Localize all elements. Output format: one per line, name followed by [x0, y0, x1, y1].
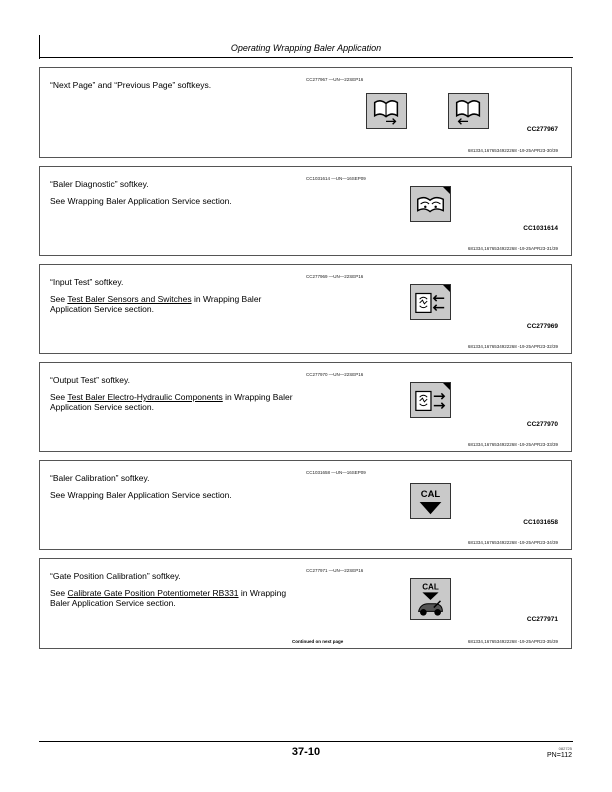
page-pn: PN=112	[547, 752, 572, 759]
text-prefix: See	[50, 294, 68, 304]
text-suffix: in Wrapping Baler Application Service section.	[50, 392, 293, 412]
ref-code: CC277970	[526, 421, 558, 428]
footer-ref: 681334,1676534922268 -19-25APR23-31/39	[467, 246, 558, 251]
section-description: See Wrapping Baler Application Service section.	[50, 490, 232, 500]
section-text	[50, 179, 300, 213]
section-next-previous-page	[39, 67, 572, 158]
footer-ref: 681334,1676534922268 -19-25APR23-33/39	[467, 442, 558, 447]
section-description	[50, 588, 300, 608]
image-label: CC277971 —UN—22SEP16	[306, 568, 364, 573]
next-page-softkey	[366, 93, 407, 129]
ref-code: CC1031658	[523, 519, 558, 526]
continued-note: Continued on next page	[292, 639, 344, 644]
ref-code: CC277971	[526, 616, 558, 623]
cal-label: CAL	[420, 489, 441, 501]
previous-page-softkey	[448, 93, 489, 129]
softkey-title: “Gate Position Calibration” softkey.	[50, 571, 181, 581]
output-test-softkey	[410, 382, 451, 418]
section-text	[50, 80, 300, 97]
gate-position-calibration-icon	[411, 579, 450, 619]
section-description: See Wrapping Baler Application Service section.	[50, 196, 232, 206]
ref-code: CC277969	[526, 323, 558, 330]
page-number: 37-10	[291, 746, 321, 758]
softkey-title: “Input Test” softkey.	[50, 277, 124, 287]
input-test-icon	[411, 285, 450, 319]
page-title: Operating Wrapping Baler Application	[230, 43, 382, 53]
section-input-test	[39, 264, 572, 354]
next-page-book-icon	[367, 94, 406, 128]
test-baler-sensors-link[interactable]: Test Baler Sensors and Switches	[67, 294, 192, 304]
section-text	[50, 571, 300, 615]
calibrate-gate-position-link[interactable]: Calibrate Gate Position Potentiometer RB331	[67, 588, 239, 598]
footer-ref: 681334,1676534922268 -19-25APR23-34/39	[467, 540, 558, 545]
gate-position-calibration-softkey	[410, 578, 451, 620]
input-test-softkey	[410, 284, 451, 320]
baler-calibration-softkey	[410, 483, 451, 519]
section-text	[50, 375, 300, 419]
section-baler-diagnostic	[39, 166, 572, 256]
header-rule	[39, 57, 573, 58]
image-label: CC1031658 —UN—16SEP09	[306, 470, 366, 475]
section-gate-position-calibration	[39, 558, 572, 649]
footer-ref: 681334,1676534922268 -19-25APR23-30/39	[467, 148, 558, 153]
baler-diagnostic-softkey	[410, 186, 451, 222]
section-output-test	[39, 362, 572, 452]
previous-page-book-icon	[449, 94, 488, 128]
footer-small-code: 082725	[558, 746, 572, 751]
softkey-title: “Output Test” softkey.	[50, 375, 130, 385]
softkey-title: “Next Page” and “Previous Page” softkeys.	[50, 80, 212, 90]
image-label: CC1031614 —UN—16SEP09	[306, 176, 366, 181]
image-label: CC277967 —UN—22SEP16	[306, 77, 364, 82]
section-description	[50, 294, 300, 314]
text-prefix: See	[50, 588, 68, 598]
text-prefix: See	[50, 392, 68, 402]
text-suffix: in Wrapping Baler Application Service section.	[50, 588, 287, 608]
image-label: CC277970 —UN—22SEP16	[306, 372, 364, 377]
section-text	[50, 473, 300, 507]
baler-diagnostic-book-icon	[411, 187, 450, 221]
section-text	[50, 277, 300, 321]
ref-code: CC277967	[526, 126, 558, 133]
section-baler-calibration	[39, 460, 572, 550]
baler-calibration-icon	[411, 484, 450, 518]
section-description	[50, 392, 300, 412]
cal-label: CAL	[422, 582, 439, 592]
test-baler-electro-hydraulic-link[interactable]: Test Baler Electro-Hydraulic Components	[67, 392, 223, 402]
footer-ref: 681334,1676534922268 -19-25APR23-32/39	[467, 344, 558, 349]
output-test-icon	[411, 383, 450, 417]
image-label: CC277969 —UN—22SEP16	[306, 274, 364, 279]
softkey-title: “Baler Diagnostic” softkey.	[50, 179, 149, 189]
footer-ref: 681334,1676534922268 -19-25APR23-35/39	[467, 639, 558, 644]
ref-code: CC1031614	[523, 225, 558, 232]
text-suffix: in Wrapping Baler Application Service section.	[50, 294, 262, 314]
footer-rule	[39, 741, 573, 742]
softkey-title: “Baler Calibration” softkey.	[50, 473, 150, 483]
